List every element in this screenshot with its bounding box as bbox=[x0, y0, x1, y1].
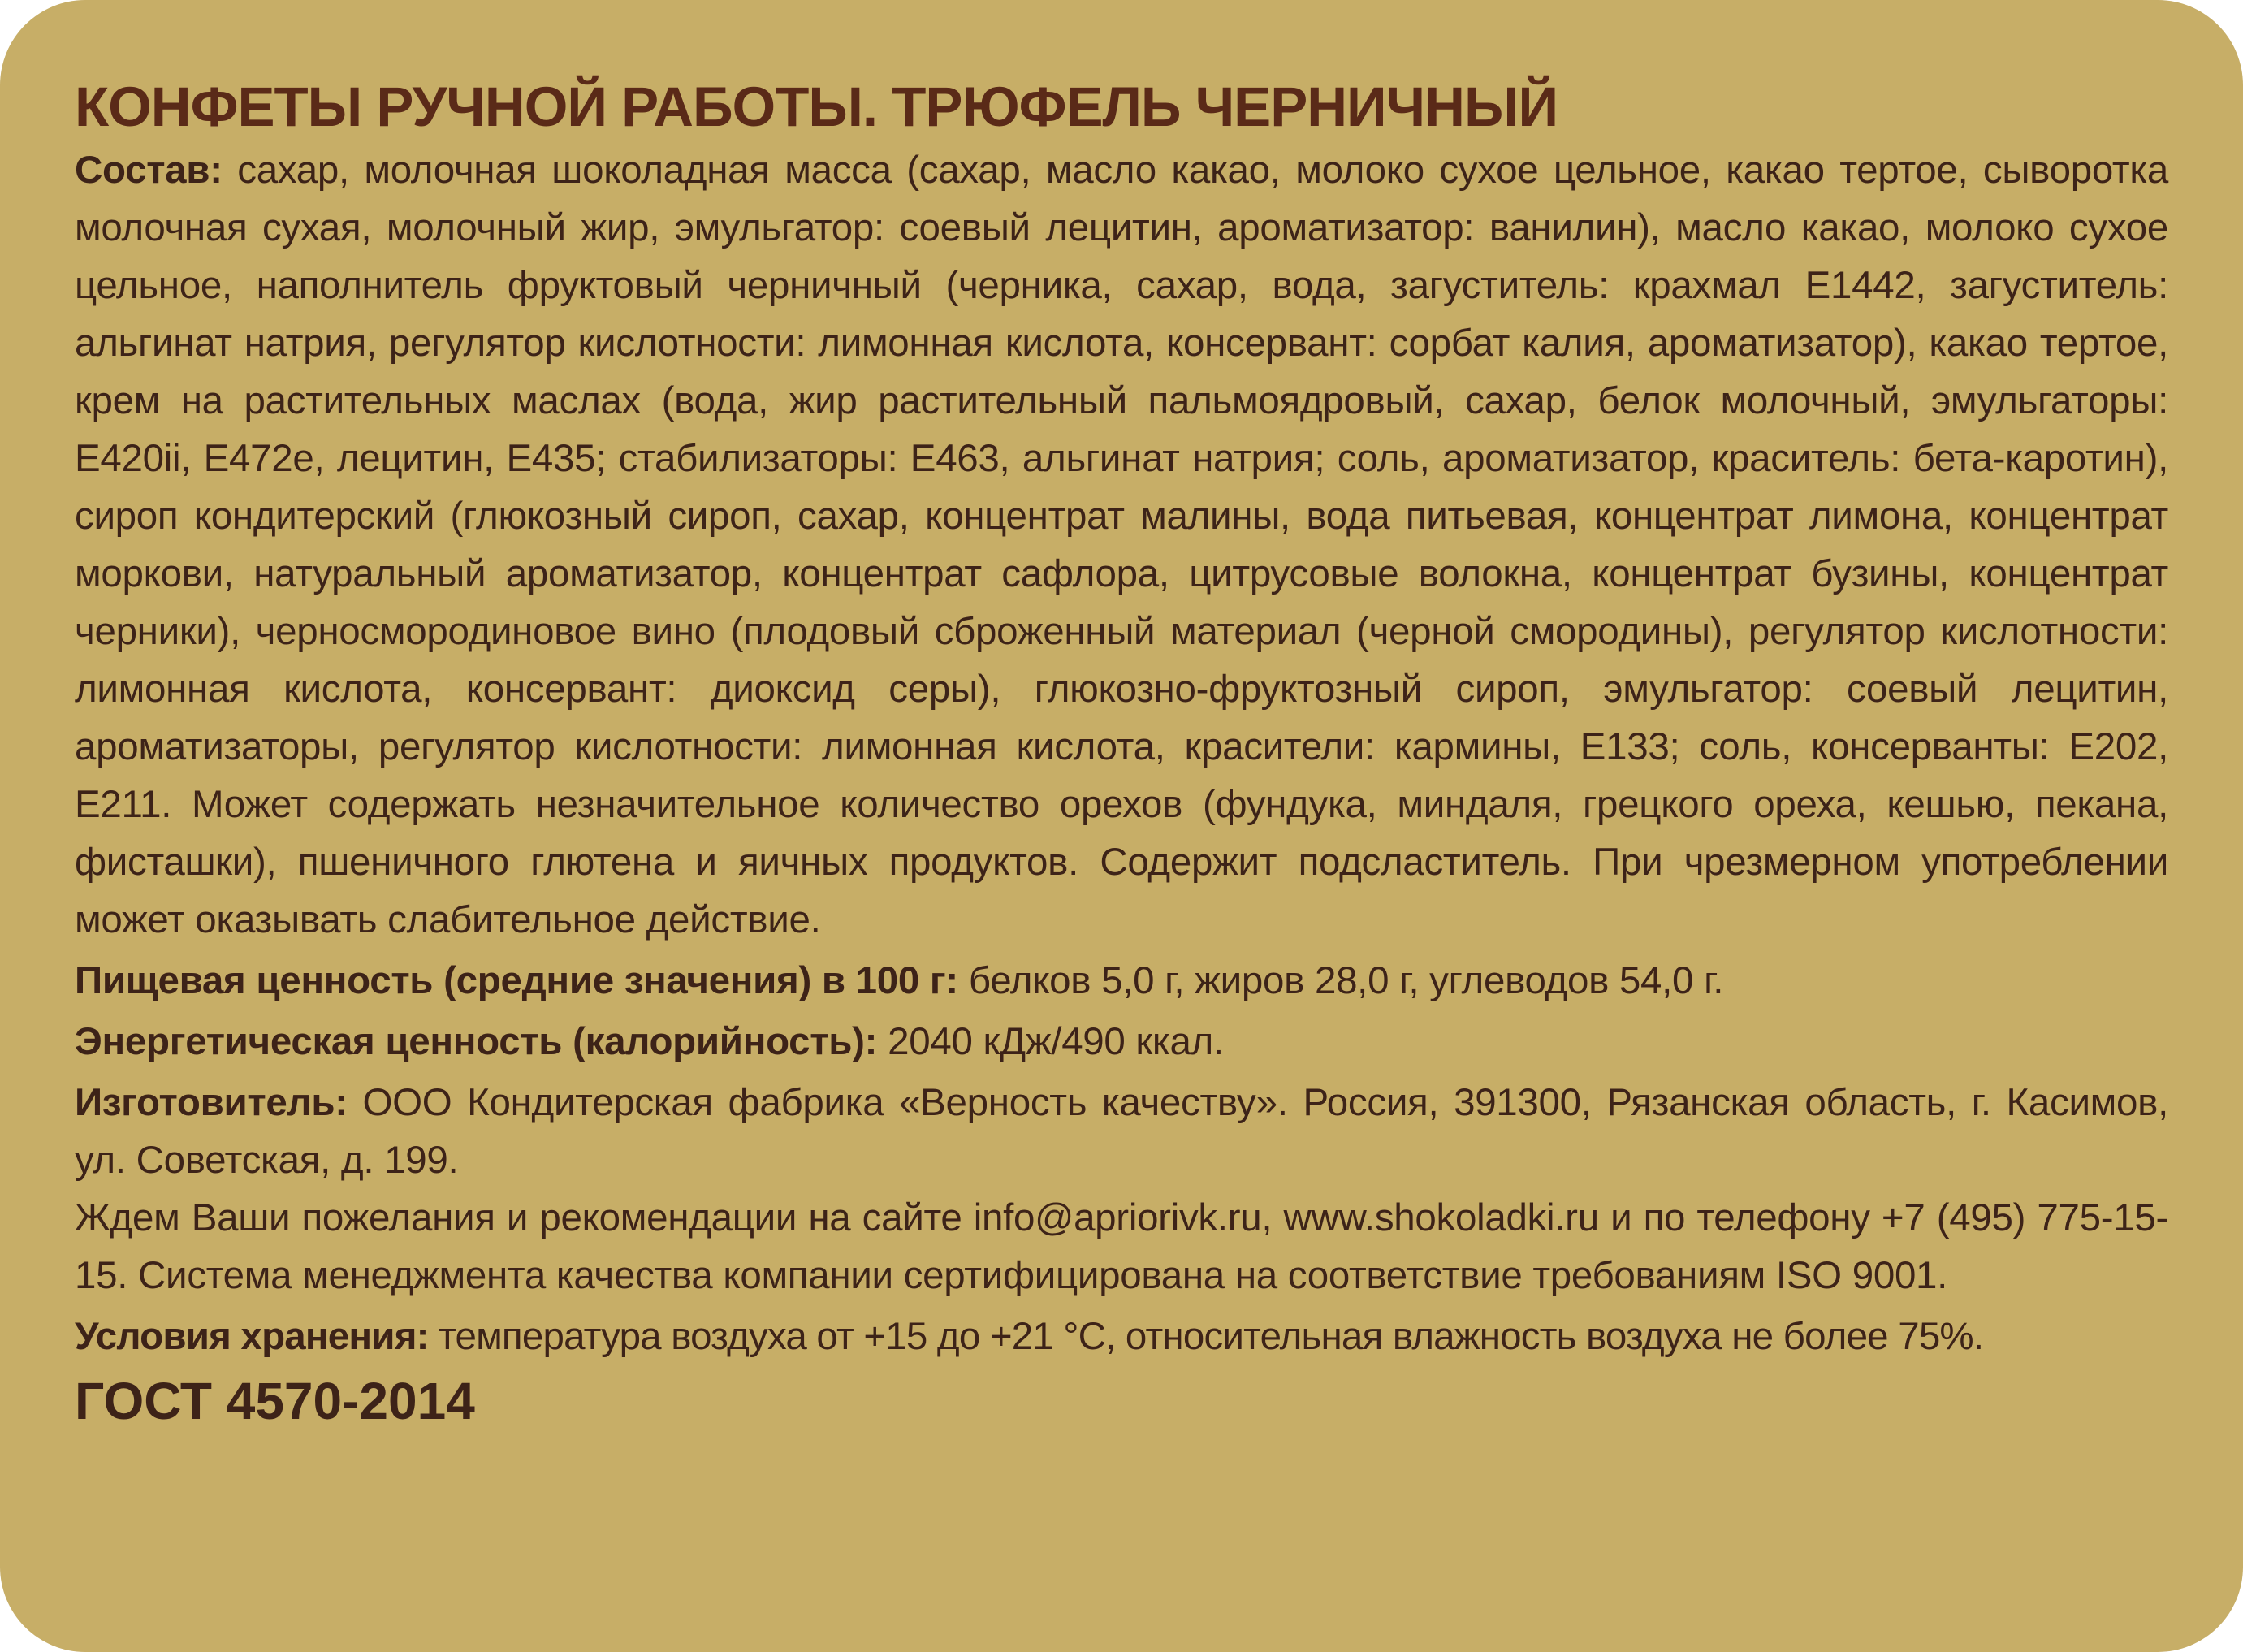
composition-label: Состав: bbox=[75, 149, 223, 192]
energy-text: 2040 кДж/490 ккал. bbox=[877, 1020, 1224, 1063]
product-title: КОНФЕТЫ РУЧНОЙ РАБОТЫ. ТРЮФЕЛЬ ЧЕРНИЧНЫЙ bbox=[75, 76, 1558, 138]
manufacturer-paragraph bbox=[75, 1074, 2168, 1189]
gost-standard: ГОСТ 4570-2014 bbox=[75, 1372, 475, 1430]
manufacturer-text: ООО Кондитерская фабрика «Верность качеству». Россия, 391300, Рязанская область, г. Касимов, ул. Советская, д. 199. bbox=[75, 1081, 2168, 1182]
storage-text: температура воздуха от +15 до +21 °С, относительная влажность воздуха не более 75%. bbox=[428, 1315, 1984, 1358]
storage-paragraph bbox=[75, 1308, 2168, 1365]
nutrition-text: белков 5,0 г, жиров 28,0 г, углеводов 54,0 г. bbox=[957, 959, 1724, 1002]
nutrition-label: Пищевая ценность (средние значения) в 100 г: bbox=[75, 959, 958, 1002]
contact-paragraph: Ждем Ваши пожелания и рекомендации на сайте info@apriorivk.ru, www.shokoladki.ru и по телефону +7 (495) 775-15-15. Система менеджмента качества компании сертифицирована на соответствие требованиям ISO 9001. bbox=[75, 1196, 2168, 1297]
storage-label: Условия хранения: bbox=[75, 1315, 429, 1358]
energy-label: Энергетическая ценность (калорийность): bbox=[75, 1020, 878, 1063]
label-content bbox=[75, 75, 2168, 1434]
energy-paragraph bbox=[75, 1013, 2168, 1070]
composition-paragraph bbox=[75, 141, 2168, 949]
manufacturer-label: Изготовитель: bbox=[75, 1081, 348, 1124]
composition-text: сахар, молочная шоколадная масса (сахар, масло какао, молоко сухое цельное, какао тертое, сыворотка молочная сухая, молочный жир, эмульгатор: соевый лецитин, ароматизатор: ванилин), масло какао, молоко сухое цельное, наполнитель фруктовый черничный (черника, сахар, вода, загуститель: крахмал Е1442, загуститель: альгинат натрия, регулятор кислотности: лимонная кислота, консервант: сорбат калия, ароматизатор), какао тертое, крем на растительных маслах (вода, жир растительный пальмоядровый, сахар, белок молочный, эмульгаторы: Е420ii, Е472е, лецитин, Е435; стабилизаторы: Е463, альгинат натрия; соль, ароматизатор, краситель: бета-каротин), сироп кондитерский (глюкозный сироп, сахар, концентрат малины, вода питьевая, концентрат лимона, концентрат моркови, натуральный ароматизатор, концентрат сафлора, цитрусовые волокна, концентрат бузины, концентрат черники), черносмородиновое вино (плодовый сброженный материал (черной смородины), регулятор кислотности: лимонная кислота, консервант: диоксид серы), глюкозно-фруктозный сироп, эмульгатор: соевый лецитин, ароматизаторы, регулятор кислотности: лимонная кислота, красители: кармины, Е133; соль, консерванты: Е202, Е211. Может содержать незначительное количество орехов (фундука, миндаля, грецкого ореха, кешью, пекана, фисташки), пшеничного глютена и яичных продуктов. Содержит подсластитель. При чрезмерном употреблении может оказывать слабительное действие. bbox=[75, 149, 2168, 941]
nutrition-paragraph bbox=[75, 952, 2168, 1010]
